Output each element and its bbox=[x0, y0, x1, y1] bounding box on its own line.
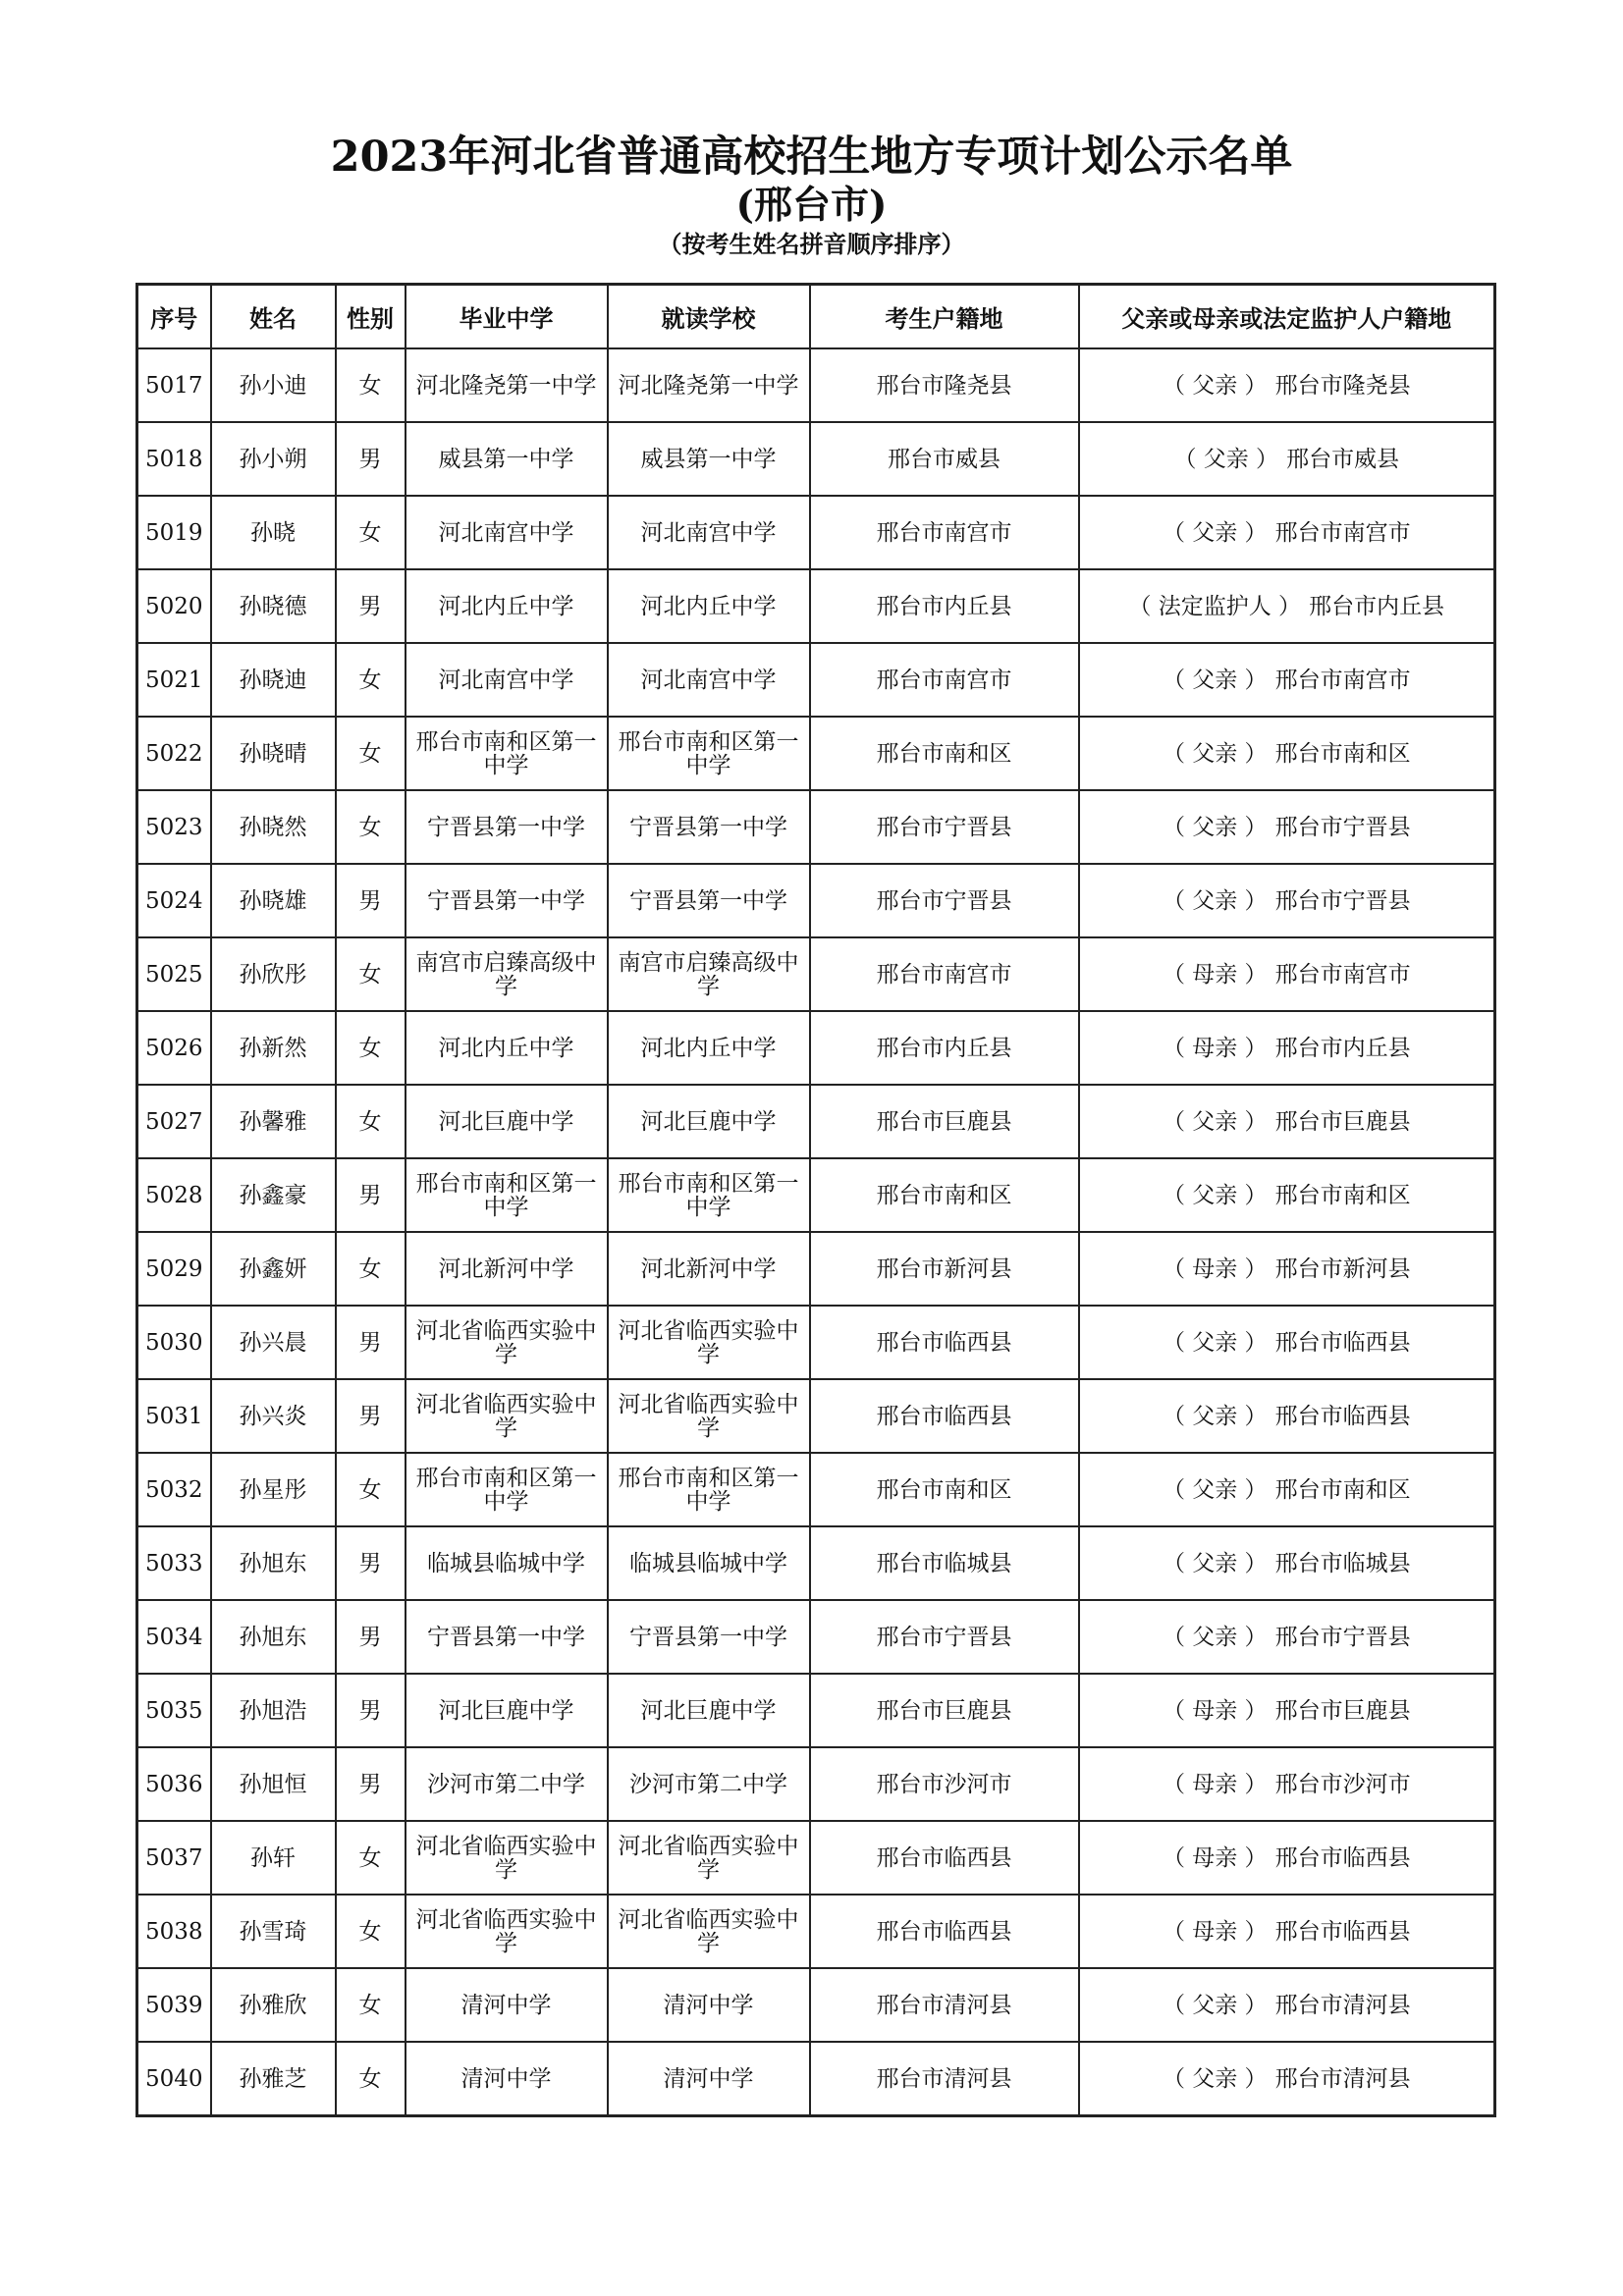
table-row bbox=[137, 1600, 1495, 1674]
cell-grad-school: 清河中学 bbox=[406, 2042, 608, 2116]
cell-grad-school: 邢台市南和区第一中学 bbox=[406, 1158, 608, 1232]
cell-no: 5034 bbox=[137, 1600, 211, 1674]
cell-name: 孙雪琦 bbox=[211, 1895, 336, 1968]
cell-hukou: 邢台市宁晋县 bbox=[810, 864, 1079, 937]
table-row bbox=[137, 1968, 1495, 2042]
cell-grad-school: 宁晋县第一中学 bbox=[406, 864, 608, 937]
cell-no: 5035 bbox=[137, 1674, 211, 1747]
table-row bbox=[137, 1821, 1495, 1895]
table-row bbox=[137, 348, 1495, 422]
parent-relation: （ 父亲 ） bbox=[1162, 1550, 1268, 1576]
cell-gender: 男 bbox=[336, 864, 406, 937]
cell-no: 5023 bbox=[137, 790, 211, 864]
table-row bbox=[137, 1453, 1495, 1526]
cell-name: 孙晓 bbox=[211, 496, 336, 569]
cell-grad-school: 河北新河中学 bbox=[406, 1232, 608, 1306]
cell-hukou: 邢台市南宫市 bbox=[810, 937, 1079, 1011]
cell-no: 5024 bbox=[137, 864, 211, 937]
cell-parent-hukou bbox=[1079, 937, 1495, 1011]
cell-hukou: 邢台市南宫市 bbox=[810, 643, 1079, 717]
cell-study-school: 河北南宫中学 bbox=[608, 643, 810, 717]
cell-no: 5022 bbox=[137, 717, 211, 790]
cell-no: 5032 bbox=[137, 1453, 211, 1526]
cell-no: 5040 bbox=[137, 2042, 211, 2116]
table-row bbox=[137, 1158, 1495, 1232]
parent-relation: （ 父亲 ） bbox=[1162, 2065, 1268, 2092]
parent-hukou-location: 邢台市临城县 bbox=[1274, 1550, 1411, 1576]
cell-no: 5031 bbox=[137, 1379, 211, 1453]
parent-hukou-location: 邢台市巨鹿县 bbox=[1274, 1108, 1411, 1135]
cell-gender: 女 bbox=[336, 1821, 406, 1895]
cell-name: 孙鑫豪 bbox=[211, 1158, 336, 1232]
parent-relation: （ 父亲 ） bbox=[1162, 1182, 1268, 1208]
table-row bbox=[137, 1674, 1495, 1747]
cell-hukou: 邢台市南和区 bbox=[810, 1158, 1079, 1232]
cell-gender: 男 bbox=[336, 1379, 406, 1453]
header-study-school: 就读学校 bbox=[608, 285, 810, 349]
cell-no: 5033 bbox=[137, 1526, 211, 1600]
table-row bbox=[137, 1747, 1495, 1821]
table-row bbox=[137, 1011, 1495, 1085]
cell-study-school: 河北省临西实验中学 bbox=[608, 1821, 810, 1895]
parent-relation: （ 母亲 ） bbox=[1162, 961, 1268, 988]
cell-parent-hukou bbox=[1079, 1306, 1495, 1379]
cell-gender: 男 bbox=[336, 1526, 406, 1600]
table-row bbox=[137, 569, 1495, 643]
table-row bbox=[137, 1232, 1495, 1306]
cell-no: 5027 bbox=[137, 1085, 211, 1158]
cell-gender: 男 bbox=[336, 422, 406, 496]
cell-name: 孙轩 bbox=[211, 1821, 336, 1895]
cell-hukou: 邢台市南宫市 bbox=[810, 496, 1079, 569]
parent-hukou-location: 邢台市南宫市 bbox=[1274, 667, 1411, 693]
table-row bbox=[137, 422, 1495, 496]
cell-grad-school: 河北省临西实验中学 bbox=[406, 1821, 608, 1895]
cell-gender: 女 bbox=[336, 937, 406, 1011]
cell-gender: 女 bbox=[336, 643, 406, 717]
parent-hukou-location: 邢台市清河县 bbox=[1274, 2065, 1411, 2092]
cell-parent-hukou bbox=[1079, 1968, 1495, 2042]
cell-hukou: 邢台市巨鹿县 bbox=[810, 1085, 1079, 1158]
cell-hukou: 邢台市宁晋县 bbox=[810, 1600, 1079, 1674]
cell-study-school: 威县第一中学 bbox=[608, 422, 810, 496]
cell-parent-hukou bbox=[1079, 864, 1495, 937]
table-row bbox=[137, 496, 1495, 569]
cell-parent-hukou bbox=[1079, 717, 1495, 790]
cell-no: 5017 bbox=[137, 348, 211, 422]
parent-hukou-location: 邢台市宁晋县 bbox=[1274, 814, 1411, 840]
cell-grad-school: 南宫市启臻高级中学 bbox=[406, 937, 608, 1011]
cell-parent-hukou bbox=[1079, 1747, 1495, 1821]
parent-hukou-location: 邢台市隆尧县 bbox=[1274, 372, 1411, 399]
parent-hukou-location: 邢台市南宫市 bbox=[1274, 961, 1411, 988]
parent-relation: （ 母亲 ） bbox=[1162, 1844, 1268, 1871]
cell-grad-school: 沙河市第二中学 bbox=[406, 1747, 608, 1821]
parent-hukou-location: 邢台市临西县 bbox=[1274, 1329, 1411, 1356]
parent-relation: （ 父亲 ） bbox=[1162, 1403, 1268, 1429]
cell-study-school: 河北隆尧第一中学 bbox=[608, 348, 810, 422]
parent-hukou-location: 邢台市临西县 bbox=[1274, 1918, 1411, 1945]
parent-hukou-location: 邢台市新河县 bbox=[1274, 1255, 1411, 1282]
cell-no: 5030 bbox=[137, 1306, 211, 1379]
cell-name: 孙旭东 bbox=[211, 1526, 336, 1600]
table-row bbox=[137, 1306, 1495, 1379]
admission-list-table bbox=[135, 283, 1496, 2117]
cell-gender: 男 bbox=[336, 569, 406, 643]
cell-parent-hukou bbox=[1079, 1158, 1495, 1232]
cell-grad-school: 河北南宫中学 bbox=[406, 496, 608, 569]
cell-name: 孙星彤 bbox=[211, 1453, 336, 1526]
parent-relation: （ 母亲 ） bbox=[1162, 1771, 1268, 1797]
cell-parent-hukou bbox=[1079, 1821, 1495, 1895]
cell-gender: 男 bbox=[336, 1306, 406, 1379]
parent-hukou-location: 邢台市内丘县 bbox=[1274, 1035, 1411, 1061]
parent-hukou-location: 邢台市南和区 bbox=[1274, 1182, 1411, 1208]
cell-grad-school: 宁晋县第一中学 bbox=[406, 1600, 608, 1674]
cell-parent-hukou bbox=[1079, 1232, 1495, 1306]
cell-grad-school: 邢台市南和区第一中学 bbox=[406, 1453, 608, 1526]
cell-grad-school: 河北省临西实验中学 bbox=[406, 1306, 608, 1379]
parent-hukou-location: 邢台市临西县 bbox=[1274, 1844, 1411, 1871]
parent-hukou-location: 邢台市威县 bbox=[1286, 446, 1400, 472]
cell-no: 5020 bbox=[137, 569, 211, 643]
cell-name: 孙晓然 bbox=[211, 790, 336, 864]
cell-study-school: 邢台市南和区第一中学 bbox=[608, 717, 810, 790]
cell-name: 孙晓雄 bbox=[211, 864, 336, 937]
cell-parent-hukou bbox=[1079, 348, 1495, 422]
table-row bbox=[137, 790, 1495, 864]
parent-hukou-location: 邢台市南和区 bbox=[1274, 740, 1411, 767]
parent-relation: （ 母亲 ） bbox=[1162, 1697, 1268, 1724]
parent-relation: （ 父亲 ） bbox=[1162, 519, 1268, 546]
page-subtitle: (邢台市) bbox=[735, 183, 888, 228]
cell-grad-school: 河北隆尧第一中学 bbox=[406, 348, 608, 422]
header-parent-hukou: 父亲或母亲或法定监护人户籍地 bbox=[1079, 285, 1495, 349]
cell-grad-school: 河北南宫中学 bbox=[406, 643, 608, 717]
cell-parent-hukou bbox=[1079, 1011, 1495, 1085]
cell-study-school: 清河中学 bbox=[608, 2042, 810, 2116]
cell-grad-school: 河北省临西实验中学 bbox=[406, 1895, 608, 1968]
cell-parent-hukou bbox=[1079, 1526, 1495, 1600]
cell-hukou: 邢台市临西县 bbox=[810, 1895, 1079, 1968]
cell-study-school: 清河中学 bbox=[608, 1968, 810, 2042]
cell-grad-school: 清河中学 bbox=[406, 1968, 608, 2042]
cell-grad-school: 宁晋县第一中学 bbox=[406, 790, 608, 864]
cell-study-school: 沙河市第二中学 bbox=[608, 1747, 810, 1821]
cell-study-school: 河北巨鹿中学 bbox=[608, 1674, 810, 1747]
parent-hukou-location: 邢台市南和区 bbox=[1274, 1476, 1411, 1503]
table-row bbox=[137, 2042, 1495, 2116]
cell-parent-hukou bbox=[1079, 1453, 1495, 1526]
cell-study-school: 河北南宫中学 bbox=[608, 496, 810, 569]
cell-no: 5019 bbox=[137, 496, 211, 569]
cell-name: 孙兴炎 bbox=[211, 1379, 336, 1453]
parent-hukou-location: 邢台市巨鹿县 bbox=[1274, 1697, 1411, 1724]
table-body bbox=[137, 348, 1495, 2116]
parent-hukou-location: 邢台市内丘县 bbox=[1309, 593, 1445, 619]
cell-name: 孙小迪 bbox=[211, 348, 336, 422]
parent-relation: （ 母亲 ） bbox=[1162, 1035, 1268, 1061]
cell-parent-hukou bbox=[1079, 2042, 1495, 2116]
parent-relation: （ 父亲 ） bbox=[1162, 814, 1268, 840]
parent-relation: （ 父亲 ） bbox=[1173, 446, 1279, 472]
cell-study-school: 临城县临城中学 bbox=[608, 1526, 810, 1600]
cell-no: 5018 bbox=[137, 422, 211, 496]
cell-grad-school: 河北巨鹿中学 bbox=[406, 1085, 608, 1158]
cell-study-school: 河北省临西实验中学 bbox=[608, 1895, 810, 1968]
parent-relation: （ 父亲 ） bbox=[1162, 1992, 1268, 2018]
table-row bbox=[137, 1379, 1495, 1453]
parent-hukou-location: 邢台市宁晋县 bbox=[1274, 1624, 1411, 1650]
parent-relation: （ 父亲 ） bbox=[1162, 1108, 1268, 1135]
table-row bbox=[137, 937, 1495, 1011]
cell-name: 孙雅芝 bbox=[211, 2042, 336, 2116]
cell-grad-school: 邢台市南和区第一中学 bbox=[406, 717, 608, 790]
cell-gender: 女 bbox=[336, 790, 406, 864]
cell-study-school: 宁晋县第一中学 bbox=[608, 790, 810, 864]
cell-study-school: 宁晋县第一中学 bbox=[608, 864, 810, 937]
cell-grad-school: 威县第一中学 bbox=[406, 422, 608, 496]
page-title: 2023年河北省普通高校招生地方专项计划公示名单 bbox=[330, 133, 1293, 182]
cell-hukou: 邢台市新河县 bbox=[810, 1232, 1079, 1306]
parent-relation: （ 母亲 ） bbox=[1162, 1918, 1268, 1945]
parent-hukou-location: 邢台市沙河市 bbox=[1274, 1771, 1411, 1797]
cell-name: 孙新然 bbox=[211, 1011, 336, 1085]
cell-hukou: 邢台市临城县 bbox=[810, 1526, 1079, 1600]
cell-hukou: 邢台市南和区 bbox=[810, 1453, 1079, 1526]
cell-parent-hukou bbox=[1079, 1600, 1495, 1674]
cell-gender: 男 bbox=[336, 1600, 406, 1674]
cell-no: 5021 bbox=[137, 643, 211, 717]
cell-no: 5025 bbox=[137, 937, 211, 1011]
cell-hukou: 邢台市南和区 bbox=[810, 717, 1079, 790]
cell-name: 孙鑫妍 bbox=[211, 1232, 336, 1306]
cell-gender: 女 bbox=[336, 1085, 406, 1158]
header-no: 序号 bbox=[137, 285, 211, 349]
cell-no: 5039 bbox=[137, 1968, 211, 2042]
cell-study-school: 邢台市南和区第一中学 bbox=[608, 1453, 810, 1526]
parent-relation: （ 父亲 ） bbox=[1162, 372, 1268, 399]
cell-hukou: 邢台市清河县 bbox=[810, 2042, 1079, 2116]
cell-study-school: 河北内丘中学 bbox=[608, 569, 810, 643]
cell-study-school: 宁晋县第一中学 bbox=[608, 1600, 810, 1674]
cell-hukou: 邢台市内丘县 bbox=[810, 1011, 1079, 1085]
cell-study-school: 河北新河中学 bbox=[608, 1232, 810, 1306]
cell-name: 孙雅欣 bbox=[211, 1968, 336, 2042]
cell-gender: 女 bbox=[336, 496, 406, 569]
cell-no: 5037 bbox=[137, 1821, 211, 1895]
cell-gender: 男 bbox=[336, 1747, 406, 1821]
cell-name: 孙小朔 bbox=[211, 422, 336, 496]
cell-no: 5036 bbox=[137, 1747, 211, 1821]
cell-gender: 男 bbox=[336, 1674, 406, 1747]
cell-no: 5029 bbox=[137, 1232, 211, 1306]
table-row bbox=[137, 643, 1495, 717]
table-row bbox=[137, 1895, 1495, 1968]
cell-hukou: 邢台市临西县 bbox=[810, 1306, 1079, 1379]
cell-grad-school: 河北巨鹿中学 bbox=[406, 1674, 608, 1747]
table-row bbox=[137, 1085, 1495, 1158]
cell-parent-hukou bbox=[1079, 1674, 1495, 1747]
cell-parent-hukou bbox=[1079, 1379, 1495, 1453]
cell-gender: 女 bbox=[336, 1011, 406, 1085]
parent-hukou-location: 邢台市临西县 bbox=[1274, 1403, 1411, 1429]
cell-hukou: 邢台市清河县 bbox=[810, 1968, 1079, 2042]
cell-study-school: 河北省临西实验中学 bbox=[608, 1306, 810, 1379]
parent-relation: （ 父亲 ） bbox=[1162, 1624, 1268, 1650]
cell-grad-school: 河北内丘中学 bbox=[406, 569, 608, 643]
parent-relation: （ 父亲 ） bbox=[1162, 1329, 1268, 1356]
cell-name: 孙晓晴 bbox=[211, 717, 336, 790]
parent-relation: （ 法定监护人 ） bbox=[1128, 593, 1302, 619]
cell-hukou: 邢台市内丘县 bbox=[810, 569, 1079, 643]
cell-gender: 女 bbox=[336, 2042, 406, 2116]
cell-parent-hukou bbox=[1079, 643, 1495, 717]
cell-name: 孙旭恒 bbox=[211, 1747, 336, 1821]
table-row bbox=[137, 864, 1495, 937]
cell-gender: 男 bbox=[336, 1158, 406, 1232]
parent-hukou-location: 邢台市南宫市 bbox=[1274, 519, 1411, 546]
cell-name: 孙欣彤 bbox=[211, 937, 336, 1011]
cell-gender: 女 bbox=[336, 717, 406, 790]
header-name: 姓名 bbox=[211, 285, 336, 349]
cell-name: 孙晓德 bbox=[211, 569, 336, 643]
cell-gender: 女 bbox=[336, 348, 406, 422]
cell-name: 孙兴晨 bbox=[211, 1306, 336, 1379]
cell-no: 5026 bbox=[137, 1011, 211, 1085]
cell-parent-hukou bbox=[1079, 496, 1495, 569]
cell-name: 孙旭浩 bbox=[211, 1674, 336, 1747]
header-hukou: 考生户籍地 bbox=[810, 285, 1079, 349]
cell-grad-school: 临城县临城中学 bbox=[406, 1526, 608, 1600]
cell-hukou: 邢台市临西县 bbox=[810, 1821, 1079, 1895]
parent-relation: （ 父亲 ） bbox=[1162, 740, 1268, 767]
parent-hukou-location: 邢台市宁晋县 bbox=[1274, 887, 1411, 914]
cell-study-school: 南宫市启臻高级中学 bbox=[608, 937, 810, 1011]
cell-no: 5038 bbox=[137, 1895, 211, 1968]
parent-relation: （ 父亲 ） bbox=[1162, 1476, 1268, 1503]
parent-relation: （ 父亲 ） bbox=[1162, 887, 1268, 914]
cell-parent-hukou bbox=[1079, 569, 1495, 643]
parent-relation: （ 父亲 ） bbox=[1162, 667, 1268, 693]
cell-study-school: 河北内丘中学 bbox=[608, 1011, 810, 1085]
cell-study-school: 河北省临西实验中学 bbox=[608, 1379, 810, 1453]
cell-hukou: 邢台市巨鹿县 bbox=[810, 1674, 1079, 1747]
cell-hukou: 邢台市隆尧县 bbox=[810, 348, 1079, 422]
header-grad-school: 毕业中学 bbox=[406, 285, 608, 349]
cell-name: 孙馨雅 bbox=[211, 1085, 336, 1158]
cell-parent-hukou bbox=[1079, 1085, 1495, 1158]
cell-hukou: 邢台市威县 bbox=[810, 422, 1079, 496]
cell-study-school: 河北巨鹿中学 bbox=[608, 1085, 810, 1158]
sort-note: （按考生姓名拼音顺序排序） bbox=[658, 230, 965, 258]
parent-hukou-location: 邢台市清河县 bbox=[1274, 1992, 1411, 2018]
cell-name: 孙旭东 bbox=[211, 1600, 336, 1674]
cell-parent-hukou bbox=[1079, 1895, 1495, 1968]
cell-no: 5028 bbox=[137, 1158, 211, 1232]
cell-hukou: 邢台市沙河市 bbox=[810, 1747, 1079, 1821]
cell-parent-hukou bbox=[1079, 422, 1495, 496]
cell-study-school: 邢台市南和区第一中学 bbox=[608, 1158, 810, 1232]
cell-gender: 女 bbox=[336, 1232, 406, 1306]
header-gender: 性别 bbox=[336, 285, 406, 349]
cell-grad-school: 河北内丘中学 bbox=[406, 1011, 608, 1085]
cell-name: 孙晓迪 bbox=[211, 643, 336, 717]
cell-gender: 女 bbox=[336, 1895, 406, 1968]
table-header-row bbox=[137, 285, 1495, 349]
table-row bbox=[137, 1526, 1495, 1600]
cell-parent-hukou bbox=[1079, 790, 1495, 864]
table-row bbox=[137, 717, 1495, 790]
cell-gender: 女 bbox=[336, 1453, 406, 1526]
cell-hukou: 邢台市临西县 bbox=[810, 1379, 1079, 1453]
cell-hukou: 邢台市宁晋县 bbox=[810, 790, 1079, 864]
cell-gender: 女 bbox=[336, 1968, 406, 2042]
cell-grad-school: 河北省临西实验中学 bbox=[406, 1379, 608, 1453]
parent-relation: （ 母亲 ） bbox=[1162, 1255, 1268, 1282]
